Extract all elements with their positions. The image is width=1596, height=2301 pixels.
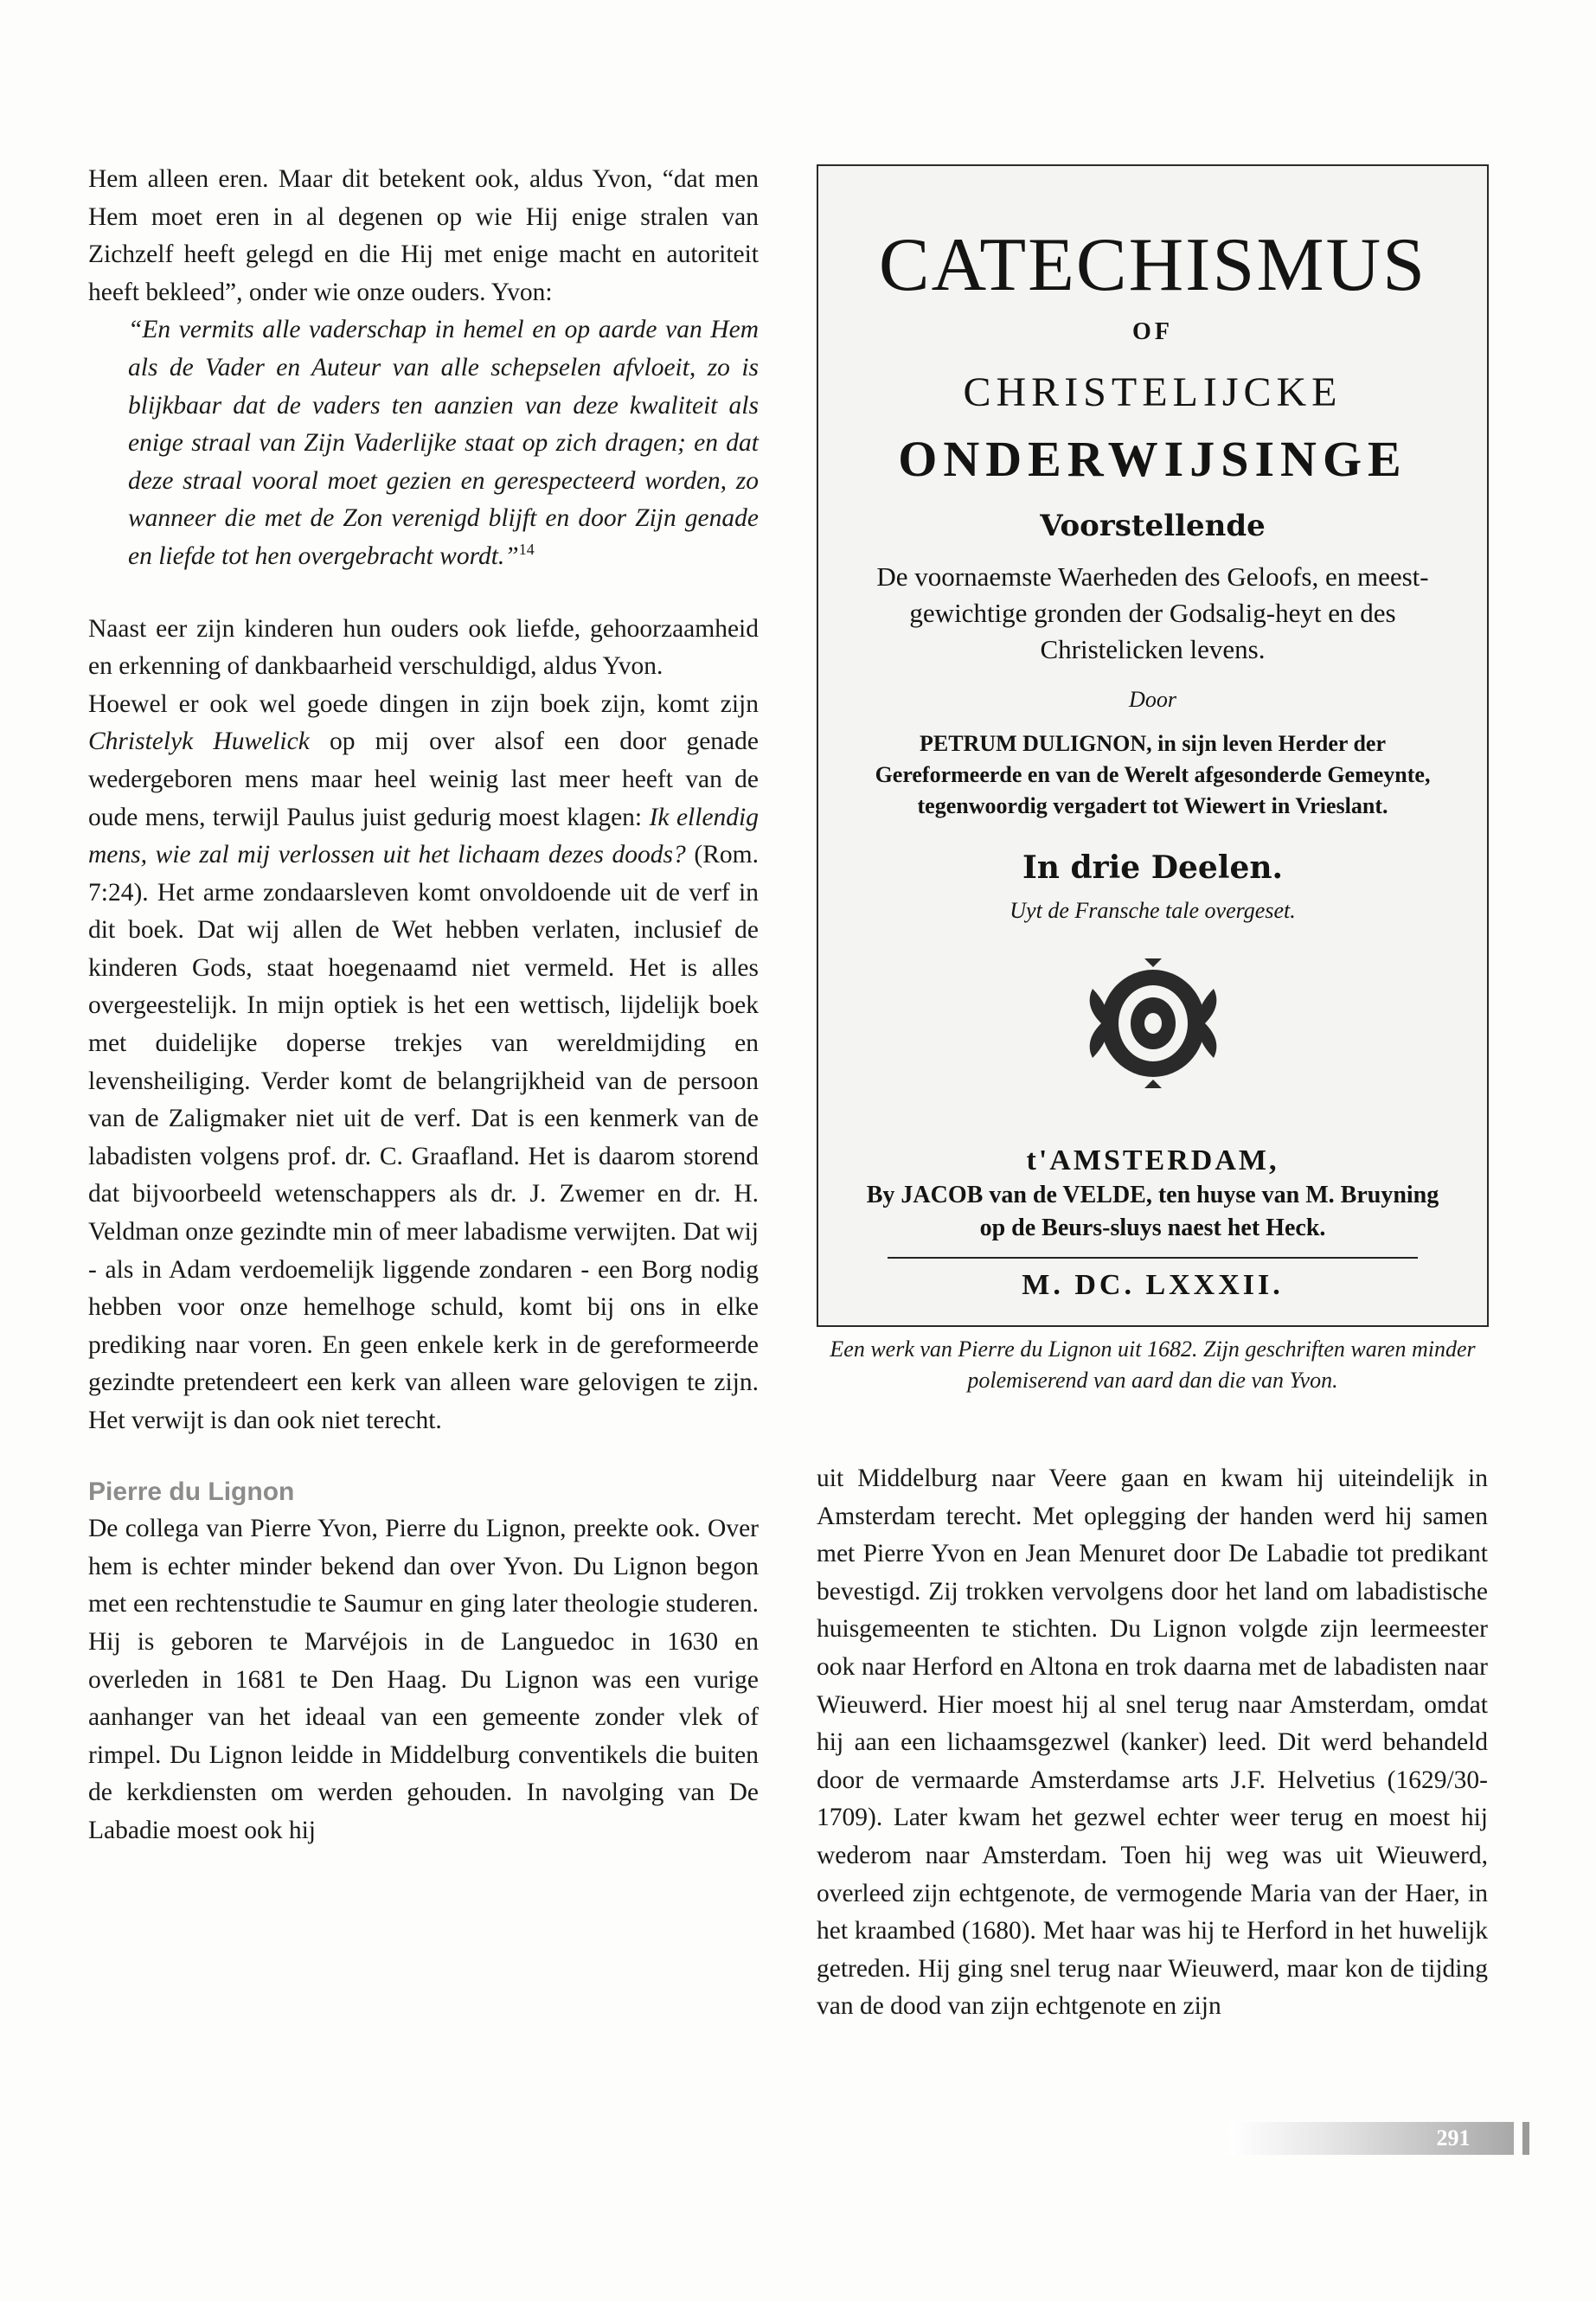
printer-ornament-icon	[1071, 958, 1235, 1088]
paragraph-text: (Rom. 7:24). Het arme zondaarsleven komt onvoldoende uit de verf in dit boek. Dat wij allen de Wet hebben verlaten, inclusief de kinderen Gods, staat hoegenaamd niet vermeld. Het is alles overgeestelijk. In mijn optiek is het een wettisch, lijdelijk boek met duidelijke doperse trekjes van wereldmijding en levensheiliging. Verder komt de belangrijkheid van de persoon van de Zaligmaker niet uit de verf. Dat is een kenmerk van de labadisten volgens prof. dr. C. Graafland. Het is daarom storend dat bijvoorbeeld wetenschappers als dr. J. Zwemer en dr. H. Veldman onze gezindte min of meer labadisme verwijten. Dat wij - als in Adam verdoemelijk liggende zondaren - een Borg nodig hebben voor onze hemelhoge schuld, komt bij ons in elke prediking naar voren. En geen enkele kerk in de gereformeerde gezindte pretendeert een kerk van alleen ware gelovigen te zijn. Het verwijt is dan ook niet terecht.	[88, 841, 759, 1434]
title-line: CHRISTELIJCKE	[963, 369, 1343, 415]
title-line: CATECHISMUS	[878, 223, 1427, 307]
section-heading: Pierre du Lignon	[88, 1477, 295, 1506]
title-line: By JACOB van de VELDE, ten huyse van M. Bruyning op de Beurs-sluys naest het Heck.	[866, 1182, 1439, 1241]
title-page-content	[853, 201, 1452, 1301]
divider	[888, 1257, 1418, 1259]
quote-text: “En vermits alle vaderschap in hemel en op aarde van Hem als de Vader en Auteur van alle schepselen afvloeit, zo is blijkbaar dat de vaders ten aanzien van deze kwaliteit als enige straal van Zijn Vaderlijke staat op zich dragen; en dat deze straal vooral moet gezien en gerespecteerd worden, zo wanneer die met de Zon verenigd blijft en door Zijn genade en liefde tot hen overgebracht wordt.”	[128, 316, 759, 570]
paragraph: Hem alleen eren. Maar dit betekent ook, aldus Yvon, “dat men Hem moet eren in al degenen op wie Hij enige stralen van Zichzelf heeft gelegd en die Hij met enige macht en autoriteit heeft bekleed”, onder wie onze ouders. Yvon:	[88, 165, 759, 306]
block-quote	[88, 311, 759, 575]
page-tab	[1522, 2122, 1529, 2155]
paragraph: uit Middelburg naar Veere gaan en kwam hij uiteindelijk in Amsterdam terecht. Met oplegging der handen werd hij samen met Pierre Yvon en Jean Menuret door De Labadie tot predikant bevestigd. Zij trokken vervolgens door het land om labadistische huisgemeenten te stichten. Du Lignon volgde zijn leermeester ook naar Herford en Altona en trok daarna met de labadisten naar Wieuwerd. Hier moest hij al snel terug naar Amsterdam, omdat hij aan een lichaamsgezwel (kanker) leed. Dit werd behandeld door de vermaarde Amsterdamse arts J.F. Helvetius (1629/30-1709). Later kwam het gezwel echter weer terug en moest hij wederom naar Amsterdam. Toen hij weg was uit Wieuwerd, overleed zijn echtgenote, de vermogende Maria van der Haer, in het kraambed (1680). Met haar was hij te Herford in het huwelijk getreden. Hij ging snel terug naar Wieuwerd, maar kon de tijding van de dood van zijn echtgenote en zijn	[817, 1465, 1488, 2021]
title-line: PETRUM DULIGNON, in sijn leven Herder der Gereformeerde en van de Werelt afgesonderde Gemeynte, tegenwoordig vergadert tot Wiewert in Vrieslant.	[875, 731, 1431, 818]
title-line: M. DC. LXXXII.	[1022, 1269, 1284, 1301]
title-line: t'AMSTERDAM,	[1026, 1144, 1279, 1176]
title-line: De voornaemste Waerheden des Geloofs, en meest-gewichtige gronden der Godsalig-heyt en des Christelicken levens.	[876, 561, 1429, 664]
page-number: 291	[1436, 2125, 1471, 2150]
paragraph-text: op mij over alsof een door genade wedergeboren mens maar heel weinig last meer heeft van de oude mens, terwijl Paulus juist gedurig moest klagen:	[88, 727, 759, 831]
right-column	[817, 1460, 1488, 2026]
left-column	[88, 161, 759, 1850]
footnote-marker: 14	[518, 541, 535, 559]
book-title: Christelyk Huwelick	[88, 727, 310, 756]
title-line: In drie Deelen.	[1022, 849, 1284, 886]
title-line: ONDERWIJSINGE	[898, 431, 1407, 487]
title-line: OF	[1132, 318, 1173, 345]
scripture-quote: Ik ellendig mens, wie zal mij verlossen uit het lichaam dezes doods?	[88, 803, 759, 869]
title-line: Uyt de Fransche tale overgeset.	[1010, 898, 1296, 923]
paragraph-text: Hoewel er ook wel goede dingen in zijn boek zijn, komt zijn	[88, 689, 759, 718]
paragraph	[88, 686, 759, 1440]
title-line: Door	[1129, 687, 1176, 712]
figure-caption: Een werk van Pierre du Lignon uit 1682. Zijn geschriften waren minder polemiserend van aard dan die van Yvon.	[830, 1336, 1476, 1393]
paragraph: Naast eer zijn kinderen hun ouders ook liefde, gehoorzaamheid en erkenning of dankbaarheid verschuldigd, aldus Yvon.	[88, 614, 759, 681]
paragraph: De collega van Pierre Yvon, Pierre du Lignon, preekte ook. Over hem is echter minder bekend dan over Yvon. Du Lignon begon met een rechtenstudie te Saumur en ging later theologie studeren. Hij is geboren te Marvéjois in de Languedoc in 1630 en overleden in 1681 te Den Haag. Du Lignon was een vurige aanhanger van het ideaal van een gemeente zonder vlek of rimpel. Du Lignon leidde in Middelburg conventikels die buiten de kerkdiensten om werden gehouden. In navolging van De Labadie moest ook hij	[88, 1515, 759, 1844]
title-line: Voorstellende	[1040, 509, 1266, 543]
title-page-image	[817, 164, 1489, 1327]
